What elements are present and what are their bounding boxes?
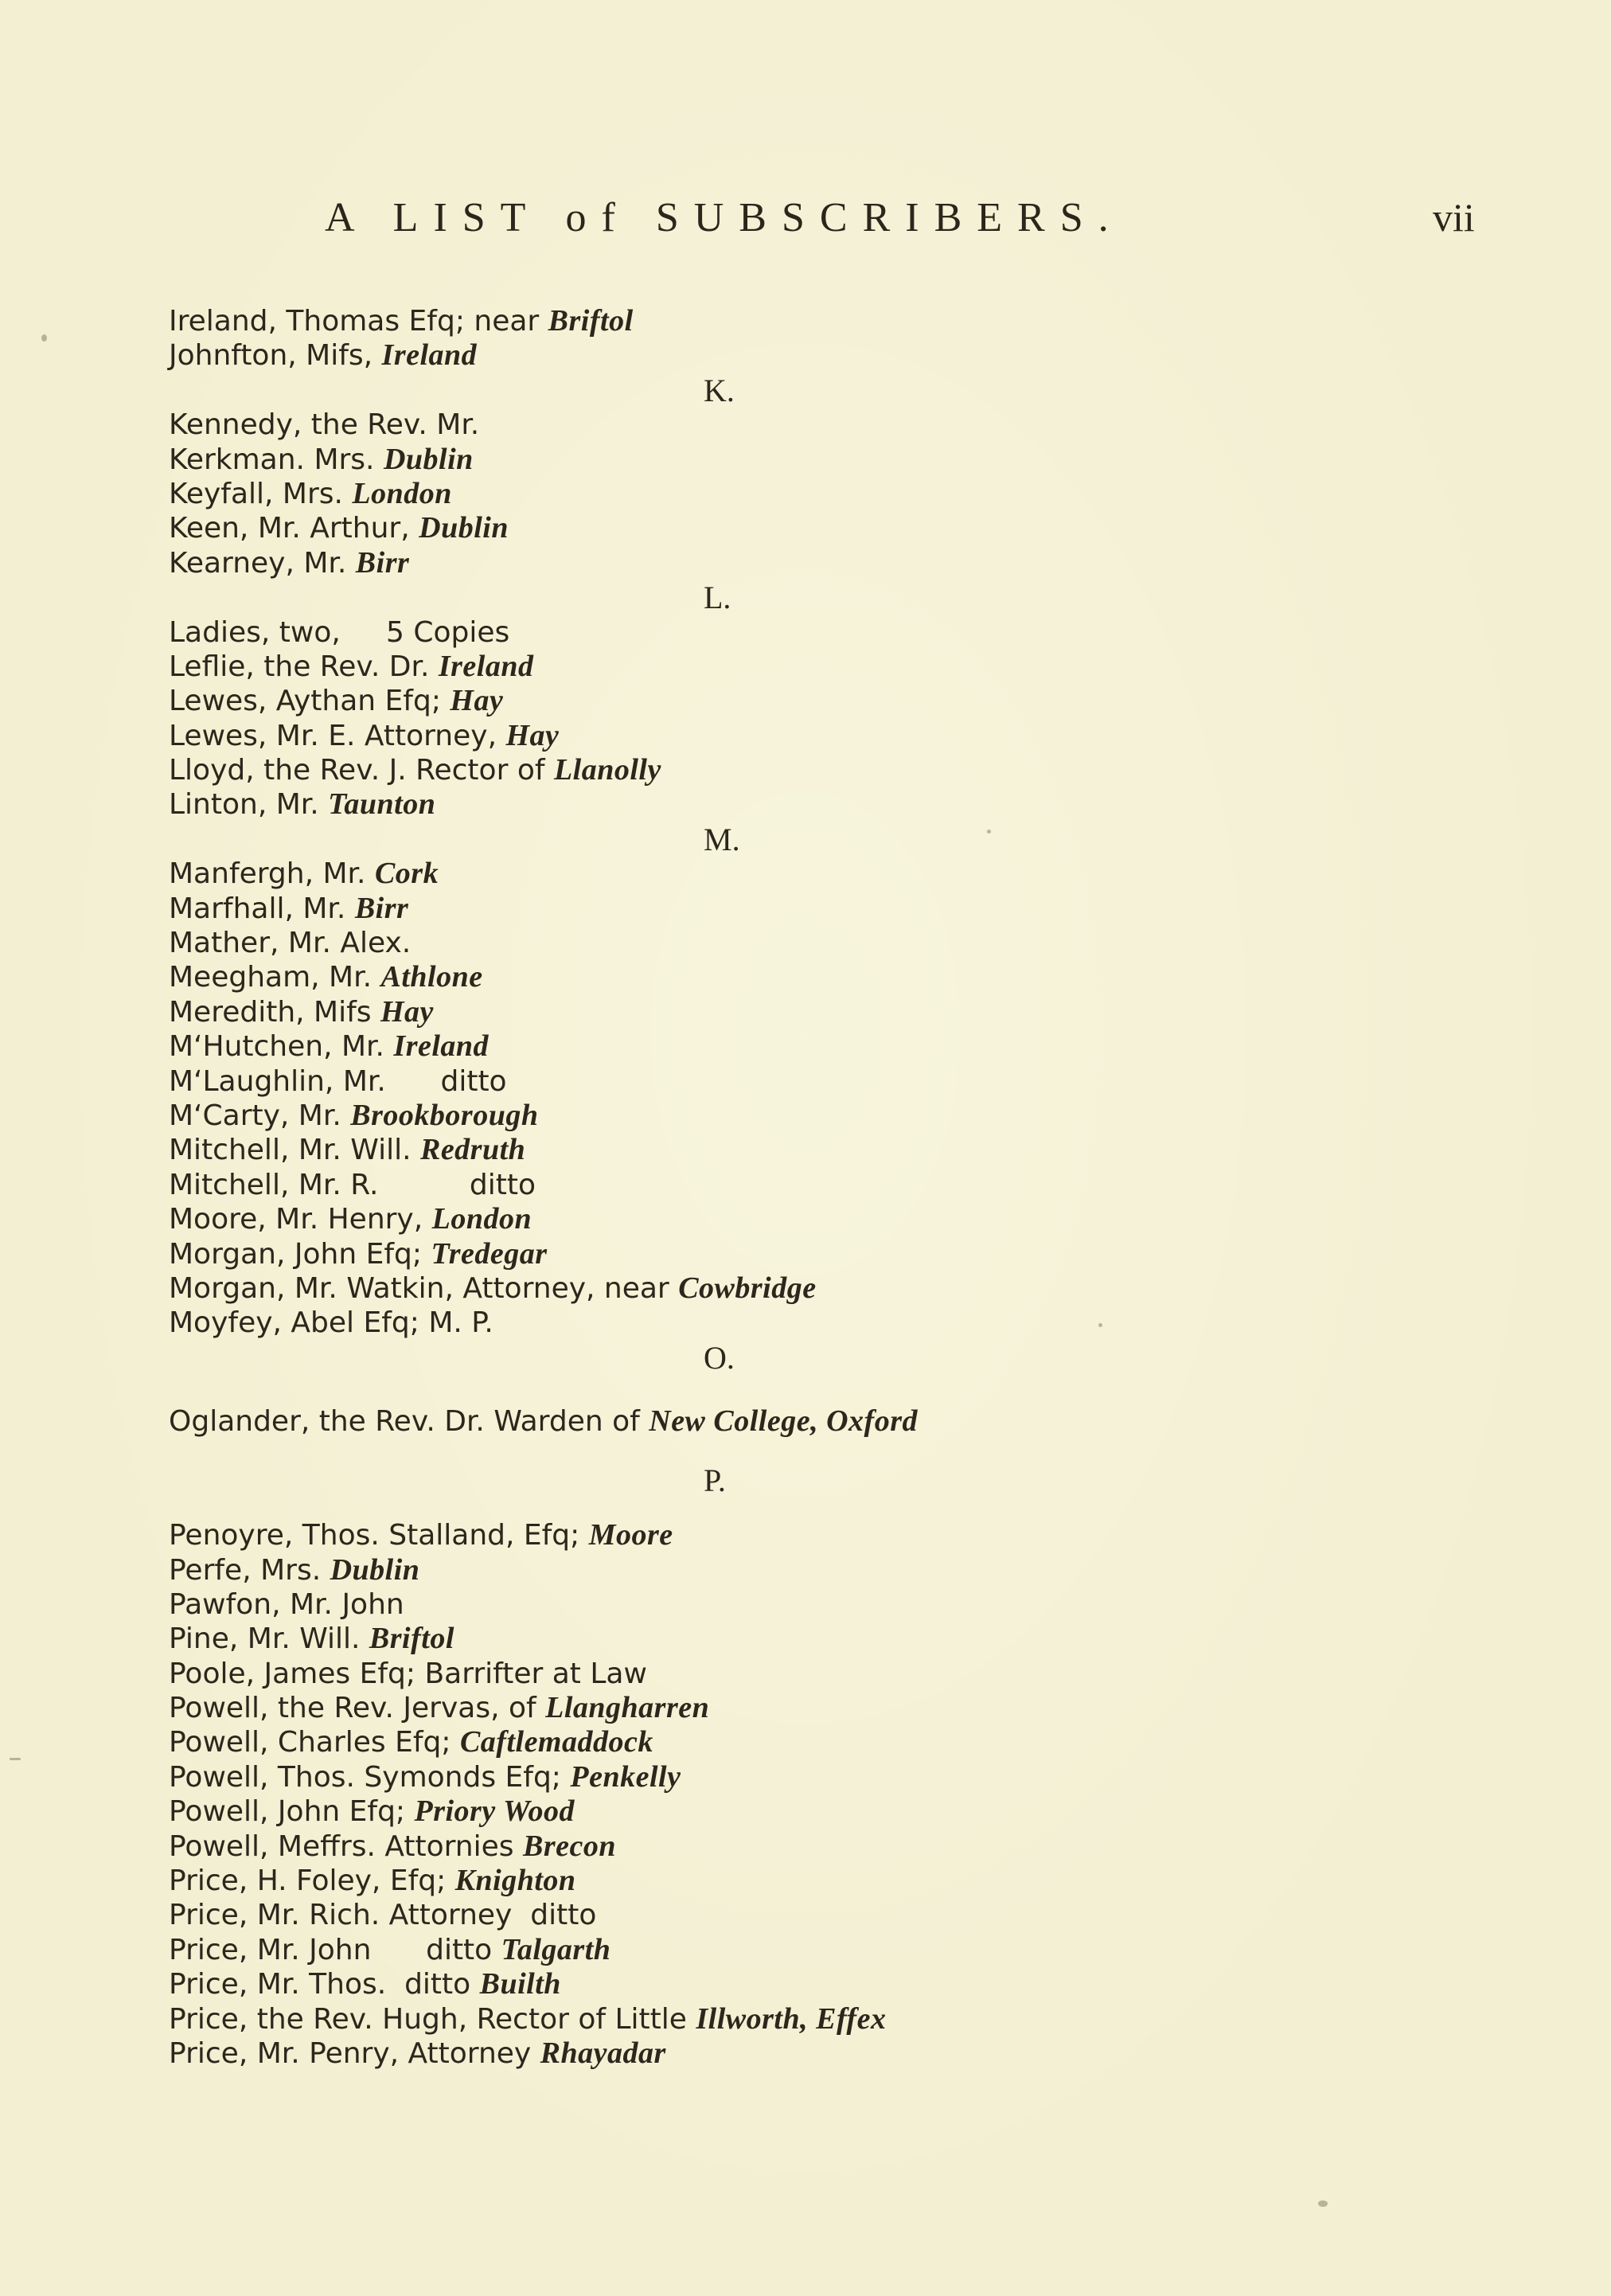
page-title: A LIST of SUBSCRIBERS.	[325, 195, 1124, 240]
subscriber-name: Johnfton, Mifs,	[169, 339, 382, 373]
subscriber-name: Poole, James Efq; Barrifter at Law	[169, 1657, 647, 1690]
subscriber-name: M‘Laughlin, Mr. ditto	[169, 1064, 507, 1098]
section-letter: K.	[704, 372, 735, 408]
subscriber-place: Brecon	[522, 1829, 616, 1863]
subscriber-name: Keen, Mr. Arthur,	[169, 512, 419, 545]
subscriber-entry	[169, 1064, 1570, 1099]
subscriber-place: Ireland	[438, 649, 534, 683]
subscriber-name: Oglander, the Rev. Dr. Warden of	[169, 1404, 649, 1438]
subscriber-place: Priory Wood	[414, 1794, 575, 1829]
subscriber-entry	[169, 2002, 1570, 2036]
subscriber-name: Moore, Mr. Henry,	[169, 1203, 432, 1236]
subscriber-entry	[169, 1760, 1570, 1794]
subscriber-entry	[169, 1237, 1570, 1271]
subscriber-entry	[169, 1029, 1570, 1064]
subscriber-entry	[169, 684, 1570, 718]
paper-speck	[1098, 1323, 1102, 1327]
subscriber-place: Penkelly	[570, 1759, 681, 1794]
section-letter: P.	[704, 1462, 726, 1499]
subscriber-name: Mather, Mr. Alex.	[169, 927, 412, 960]
subscriber-entry	[169, 1864, 1570, 1898]
subscriber-entry	[169, 408, 1570, 442]
subscriber-place: Talgarth	[501, 1932, 611, 1966]
section-letter: O.	[704, 1339, 735, 1376]
subscriber-place: Cowbridge	[678, 1271, 817, 1305]
subscriber-name: Linton, Mr.	[169, 788, 329, 822]
subscriber-name: Pawfon, Mr. John	[169, 1587, 404, 1621]
subscriber-entry	[169, 650, 1570, 684]
subscriber-place: Birr	[355, 545, 410, 580]
subscriber-place: Athlone	[380, 960, 483, 994]
subscriber-name: Kerkman. Mrs.	[169, 443, 384, 476]
subscriber-entry	[169, 1829, 1570, 1864]
subscriber-entry	[169, 719, 1570, 753]
subscriber-place: Moore	[588, 1518, 673, 1552]
subscriber-name: Morgan, Mr. Watkin, Attorney, near	[169, 1271, 679, 1305]
section-letter: M.	[704, 821, 740, 857]
subscriber-place: Briftol	[548, 304, 634, 338]
subscriber-entry	[169, 1306, 1570, 1340]
subscriber-place: Llangharren	[545, 1691, 710, 1725]
subscriber-name: Price, Mr. Rich. Attorney ditto	[169, 1899, 597, 1932]
subscriber-entry	[169, 1518, 1570, 1552]
subscriber-entry	[169, 1553, 1570, 1587]
subscriber-name: Mitchell, Mr. R. ditto	[169, 1168, 536, 1201]
subscriber-place: Ireland	[393, 1029, 490, 1064]
page-header	[0, 194, 1611, 250]
subscriber-entry	[169, 753, 1570, 787]
subscriber-name: Morgan, John Efq;	[169, 1237, 431, 1271]
subscriber-entry	[169, 1271, 1570, 1306]
subscriber-place: Taunton	[328, 787, 436, 822]
paper-speck	[1318, 2200, 1328, 2207]
subscriber-name: Powell, the Rev. Jervas, of	[169, 1692, 546, 1725]
subscriber-name: Mitchell, Mr. Will.	[169, 1134, 420, 1167]
subscriber-entry	[169, 304, 1570, 338]
subscriber-place: London	[431, 1202, 532, 1236]
subscriber-name: Price, Mr. Penry, Attorney	[169, 2036, 540, 2070]
subscriber-name: Perfe, Mrs.	[169, 1553, 330, 1587]
subscriber-place: Dublin	[383, 442, 474, 476]
subscriber-entry	[169, 443, 1570, 477]
subscriber-entry	[169, 338, 1570, 373]
section-letter: L.	[704, 580, 731, 616]
subscriber-place: Birr	[354, 891, 409, 925]
subscriber-entry	[169, 1691, 1570, 1725]
subscriber-name: Powell, Thos. Symonds Efq;	[169, 1760, 571, 1794]
subscriber-place: Redruth	[419, 1133, 526, 1167]
subscriber-place: Hay	[505, 718, 560, 752]
subscriber-name: Price, Mr. Thos. ditto	[169, 1968, 480, 2001]
subscriber-name: Lloyd, the Rev. J. Rector of	[169, 754, 554, 787]
subscriber-place: Knighton	[454, 1864, 576, 1898]
subscriber-name: Price, Mr. John ditto	[169, 1933, 501, 1966]
subscriber-place: Hay	[380, 994, 434, 1029]
subscriber-entry	[169, 892, 1570, 926]
subscriber-place: Ireland	[381, 338, 478, 373]
subscriber-name: Keyfall, Mrs.	[169, 477, 353, 510]
subscriber-name: Kennedy, the Rev. Mr.	[169, 408, 480, 442]
subscriber-entry	[169, 511, 1570, 545]
subscriber-place: London	[352, 476, 452, 510]
subscriber-list	[169, 304, 1570, 2071]
subscriber-entry	[169, 926, 1570, 960]
subscriber-place: Tredegar	[431, 1236, 548, 1271]
subscriber-entry	[169, 1404, 1570, 1439]
subscriber-place: Caftlemaddock	[459, 1725, 653, 1759]
subscriber-place: Dublin	[419, 511, 509, 545]
subscriber-place: Briftol	[369, 1622, 454, 1656]
paper-speck	[10, 1758, 21, 1760]
subscriber-entry	[169, 1587, 1570, 1622]
subscriber-entry	[169, 787, 1570, 822]
subscriber-entry	[169, 960, 1570, 994]
subscriber-name: Ladies, two, 5 Copies	[169, 615, 510, 649]
subscriber-name: Manfergh, Mr.	[169, 857, 375, 891]
subscriber-entry	[169, 1168, 1570, 1202]
paper-speck	[41, 334, 47, 342]
subscriber-entry	[169, 1657, 1570, 1691]
paper-speck	[987, 830, 991, 834]
subscriber-entry	[169, 2036, 1570, 2071]
subscriber-place: Builth	[479, 1967, 561, 2001]
subscriber-entry	[169, 1622, 1570, 1656]
subscriber-name: Powell, John Efq;	[169, 1795, 415, 1829]
subscriber-place: Cork	[374, 857, 439, 891]
subscriber-name: Pine, Mr. Will.	[169, 1622, 369, 1656]
subscriber-place: New College, Oxford	[649, 1404, 918, 1438]
subscriber-place: Llanolly	[553, 753, 661, 787]
subscriber-entry	[169, 1133, 1570, 1167]
subscriber-place: Illworth, Effex	[696, 2001, 887, 2036]
subscriber-name: Marfhall, Mr.	[169, 892, 355, 925]
subscriber-name: Meegham, Mr.	[169, 961, 381, 994]
subscriber-entry	[169, 1933, 1570, 1967]
subscriber-entry	[169, 995, 1570, 1029]
subscriber-name: M‘Hutchen, Mr.	[169, 1030, 394, 1064]
subscriber-entry	[169, 1967, 1570, 2001]
subscriber-name: M‘Carty, Mr.	[169, 1099, 351, 1132]
subscriber-entry	[169, 1099, 1570, 1133]
subscriber-name: Powell, Charles Efq;	[169, 1726, 460, 1759]
subscriber-place: Hay	[450, 684, 504, 718]
subscriber-name: Price, the Rev. Hugh, Rector of Little	[169, 2002, 696, 2036]
subscriber-name: Price, H. Foley, Efq;	[169, 1865, 455, 1898]
subscriber-name: Moyfey, Abel Efq; M. P.	[169, 1306, 493, 1340]
subscriber-entry	[169, 546, 1570, 580]
subscriber-entry	[169, 1898, 1570, 1932]
subscriber-entry	[169, 857, 1570, 891]
subscriber-entry	[169, 477, 1570, 511]
subscriber-entry	[169, 1794, 1570, 1829]
subscriber-name: Meredith, Mifs	[169, 995, 380, 1029]
subscriber-place: Brookborough	[350, 1098, 539, 1132]
subscriber-name: Lewes, Aythan Efq;	[169, 685, 451, 718]
subscriber-entry	[169, 615, 1570, 650]
subscriber-entry	[169, 1202, 1570, 1236]
subscriber-name: Lewes, Mr. E. Attorney,	[169, 719, 506, 752]
subscriber-name: Powell, Meffrs. Attornies	[169, 1829, 523, 1863]
subscriber-name: Penoyre, Thos. Stalland, Efq;	[169, 1519, 589, 1552]
subscriber-place: Dublin	[330, 1552, 420, 1587]
subscriber-entry	[169, 1725, 1570, 1759]
subscriber-place: Rhayadar	[540, 2036, 666, 2070]
subscriber-name: Leflie, the Rev. Dr.	[169, 650, 439, 683]
page-number: vii	[1433, 195, 1475, 240]
subscriber-name: Kearney, Mr.	[169, 546, 356, 580]
subscriber-name: Ireland, Thomas Efq; near	[169, 305, 548, 338]
